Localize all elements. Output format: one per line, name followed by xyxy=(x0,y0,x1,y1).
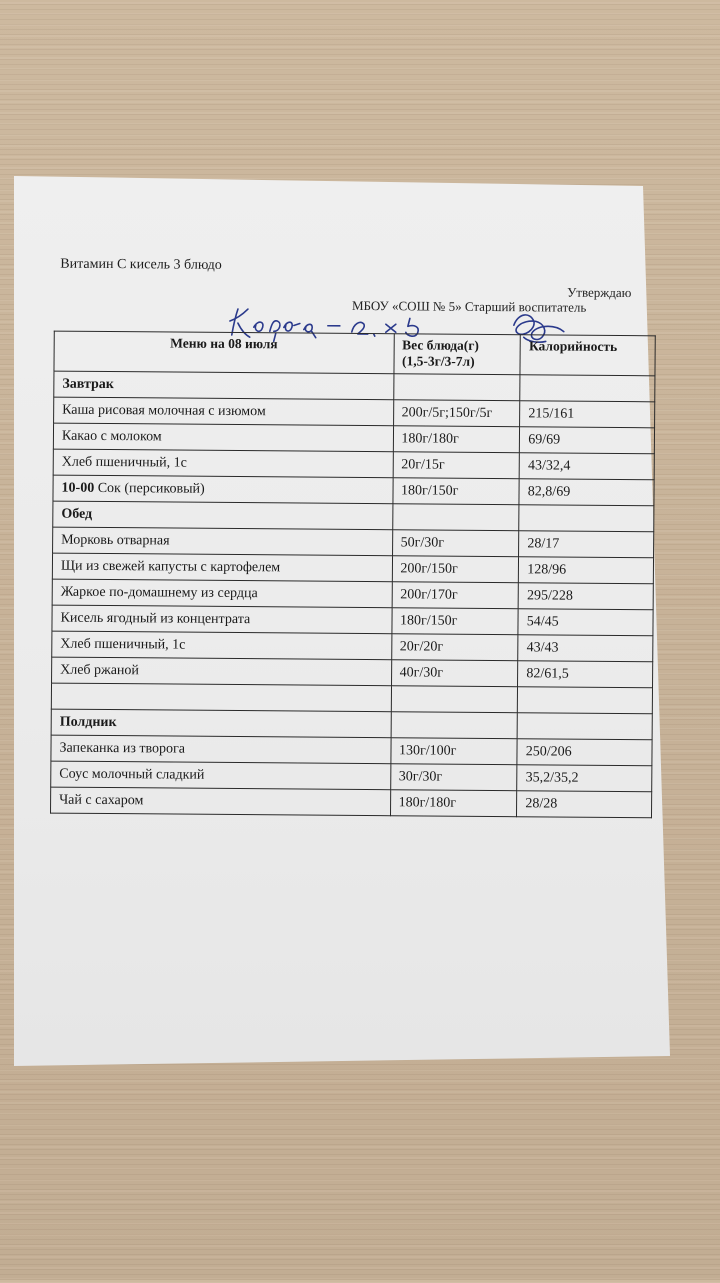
row-time-prefix: 10-00 xyxy=(61,480,95,496)
row-calories: 43/43 xyxy=(518,635,653,662)
row-weight: 180г/180г xyxy=(393,426,520,453)
row-calories: 295/228 xyxy=(518,583,653,610)
row-calories: 35,2/35,2 xyxy=(517,765,652,792)
row-calories: 69/69 xyxy=(520,427,655,454)
row-name: Хлеб пшеничный, 1с xyxy=(52,631,392,660)
row-calories: 43/32,4 xyxy=(519,453,654,480)
row-weight xyxy=(392,504,519,531)
menu-table xyxy=(50,331,656,819)
row-weight: 30г/30г xyxy=(390,764,517,791)
row-name: Чай с сахаром xyxy=(51,787,391,816)
header-menu: Меню на 08 июля xyxy=(54,331,394,374)
row-weight: 180г/150г xyxy=(391,608,518,635)
row-name: Щи из свежей капусты с картофелем xyxy=(52,553,392,582)
header-weight xyxy=(393,334,520,375)
row-name: Хлеб пшеничный, 1с xyxy=(53,449,393,478)
header-weight-line1: Вес блюда(г) xyxy=(402,337,480,353)
row-weight: 180г/180г xyxy=(390,790,517,817)
row-calories xyxy=(520,375,655,402)
row-name: Кисель ягодный из концентрата xyxy=(52,605,392,634)
row-name-with-time xyxy=(53,475,393,504)
header-weight-line2: (1,5-3г/3-7л) xyxy=(402,353,475,369)
row-name: Сок (персиковый) xyxy=(94,480,205,497)
row-weight xyxy=(393,374,520,401)
row-calories xyxy=(518,687,653,714)
row-name: Жаркое по-домашнему из сердца xyxy=(52,579,392,608)
header-calories: Калорийность xyxy=(520,335,655,376)
row-name: Завтрак xyxy=(54,371,394,400)
row-name: Запеканка из творога xyxy=(51,735,391,764)
row-weight xyxy=(391,686,518,713)
row-weight: 20г/15г xyxy=(393,452,520,479)
row-weight: 130г/100г xyxy=(390,738,517,765)
row-name: Морковь отварная xyxy=(53,527,393,556)
row-weight xyxy=(391,712,518,739)
row-weight: 40г/30г xyxy=(391,660,518,687)
row-weight: 180г/150г xyxy=(392,478,519,505)
row-name: Соус молочный сладкий xyxy=(51,761,391,790)
row-weight: 50г/30г xyxy=(392,530,519,557)
organization-label: МБОУ «СОШ № 5» Старший воспитатель xyxy=(351,297,587,315)
table-row xyxy=(51,787,652,818)
row-calories xyxy=(517,713,652,740)
row-name: Какао с молоком xyxy=(53,423,393,452)
row-weight: 200г/170г xyxy=(392,582,519,609)
row-calories: 82/61,5 xyxy=(518,661,653,688)
row-name: Каша рисовая молочная с изюмом xyxy=(54,397,394,426)
row-name: Обед xyxy=(53,501,393,530)
vitamin-note: Витамин С кисель 3 блюдо xyxy=(60,256,222,273)
row-calories: 128/96 xyxy=(519,557,654,584)
row-weight: 200г/5г;150г/5г xyxy=(393,400,520,427)
row-calories: 215/161 xyxy=(520,401,655,428)
table-header-row xyxy=(54,331,655,376)
row-calories: 250/206 xyxy=(517,739,652,766)
row-calories: 28/28 xyxy=(517,791,652,818)
row-calories: 82,8/69 xyxy=(519,479,654,506)
row-name: Хлеб ржаной xyxy=(52,657,392,686)
approval-label: Утверждаю xyxy=(567,284,632,301)
row-name xyxy=(51,683,391,712)
row-name: Полдник xyxy=(51,709,391,738)
row-calories: 54/45 xyxy=(518,609,653,636)
row-weight: 200г/150г xyxy=(392,556,519,583)
row-calories xyxy=(519,505,654,532)
row-calories: 28/17 xyxy=(519,531,654,558)
row-weight: 20г/20г xyxy=(391,634,518,661)
